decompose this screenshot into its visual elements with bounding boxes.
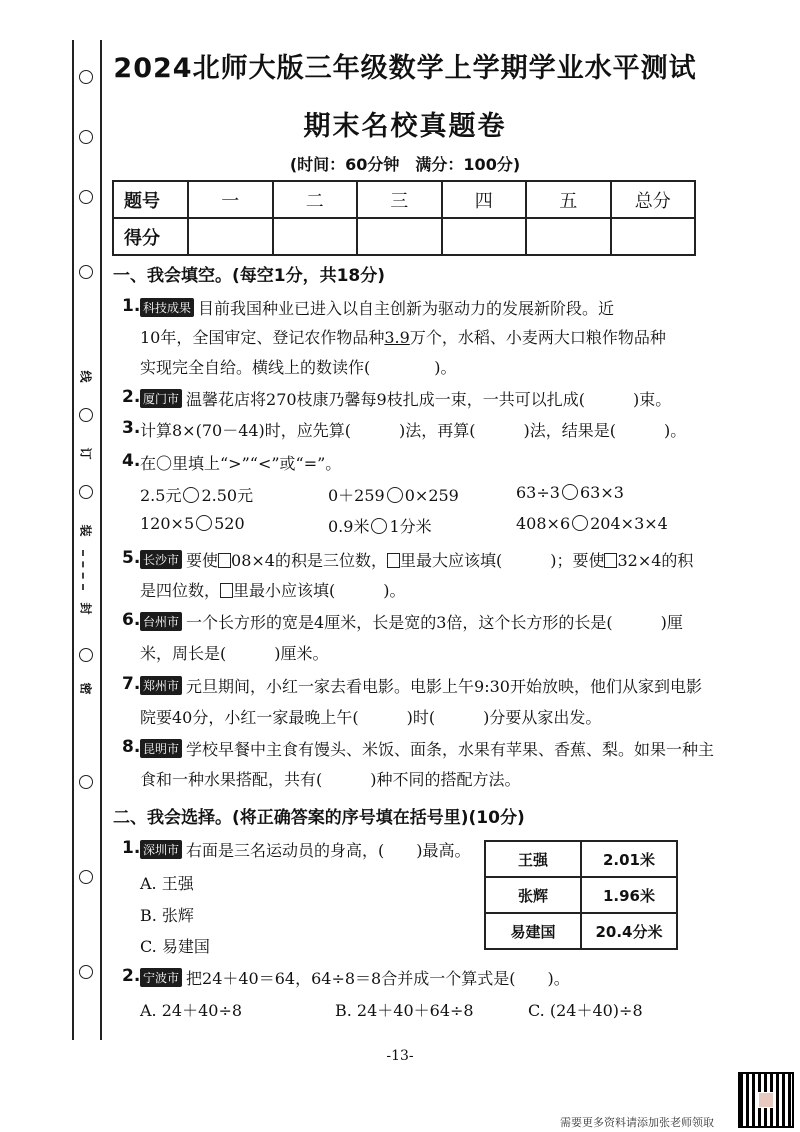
region-tag: 厦门市 <box>140 389 182 408</box>
question-4-line: 在〇里填上“>”“<”或“=”。 <box>140 454 342 473</box>
question-3-line: 计算8×(70－44)时，应先算( )法，再算( )法，结果是( )。 <box>140 421 687 440</box>
underlined-number: 3.9 <box>384 328 410 347</box>
binding-dash <box>82 550 84 590</box>
question-8-line-1 <box>140 737 714 760</box>
score-input-cell[interactable] <box>188 218 273 255</box>
binding-hole <box>79 130 93 144</box>
binding-hole <box>79 408 93 422</box>
question-number: 6. <box>122 610 141 630</box>
compare-circle[interactable] <box>183 487 199 503</box>
blank-box[interactable] <box>387 553 400 568</box>
question-1-line-1 <box>140 296 614 319</box>
table-row <box>485 841 677 877</box>
score-input-cell[interactable] <box>442 218 527 255</box>
question-text: 里最小应该填( )。 <box>233 581 406 600</box>
score-table-score-row <box>113 218 695 255</box>
athlete-name: 易建国 <box>485 913 581 949</box>
binding-hole <box>79 485 93 499</box>
binding-hole <box>79 965 93 979</box>
compare-right: 520 <box>214 514 245 533</box>
score-cell: 二 <box>273 181 358 218</box>
question-text: 是四位数， <box>140 581 221 600</box>
region-tag: 郑州市 <box>140 676 182 695</box>
region-tag: 科技成果 <box>140 298 194 317</box>
compare-left: 408×6 <box>516 514 571 533</box>
exam-time-score: (时间：60分钟 满分：100分) <box>289 155 521 174</box>
compare-right: 0×259 <box>404 486 459 505</box>
avatar-icon <box>758 1092 774 1108</box>
compare-left: 0＋259 <box>328 486 385 505</box>
page-number: -13- <box>386 1048 414 1064</box>
question-number: 1. <box>122 838 141 858</box>
score-cell: 得分 <box>113 218 188 255</box>
question-7-line-1 <box>140 674 702 697</box>
choice-option[interactable]: C. (24＋40)÷8 <box>528 1001 643 1020</box>
choice-question-2 <box>140 966 570 989</box>
binding-hole <box>79 70 93 84</box>
athlete-name: 王强 <box>485 841 581 877</box>
question-text: 温馨花店将270枝康乃馨每9枝扎成一束，一共可以扎成( )束。 <box>186 390 672 409</box>
score-input-cell[interactable] <box>357 218 442 255</box>
compare-circle[interactable] <box>562 484 578 500</box>
binding-hole <box>79 648 93 662</box>
compare-circle[interactable] <box>371 518 387 534</box>
compare-item <box>328 483 459 506</box>
compare-right: 204×3×4 <box>590 514 668 533</box>
score-cell: 五 <box>526 181 611 218</box>
binding-char: 订 <box>78 447 93 460</box>
compare-left: 120×5 <box>140 514 195 533</box>
choice-option[interactable]: A. 24＋40÷8 <box>140 1001 243 1020</box>
compare-left: 0.9米 <box>328 517 370 536</box>
binding-hole <box>79 775 93 789</box>
compare-circle[interactable] <box>572 515 588 531</box>
score-cell: 总分 <box>611 181 696 218</box>
footer-note: 需要更多资料请添加张老师领取 <box>560 1116 714 1129</box>
compare-right: 2.50元 <box>201 486 254 505</box>
question-text: 把24＋40＝64，64÷8＝8合并成一个算式是( )。 <box>186 969 570 988</box>
question-number: 4. <box>122 451 141 471</box>
question-number: 3. <box>122 418 141 438</box>
compare-circle[interactable] <box>196 515 212 531</box>
choice-option[interactable]: B. 张辉 <box>140 906 194 925</box>
blank-box[interactable] <box>220 583 233 598</box>
question-text: 右面是三名运动员的身高，( )最高。 <box>186 841 471 860</box>
exam-subtitle: 期末名校真题卷 <box>303 111 507 142</box>
choice-option[interactable]: A. 王强 <box>140 874 194 893</box>
athlete-height: 1.96米 <box>581 877 677 913</box>
question-6-line-1 <box>140 610 683 633</box>
compare-item <box>140 483 253 506</box>
athlete-height: 2.01米 <box>581 841 677 877</box>
athlete-height: 20.4分米 <box>581 913 677 949</box>
choice-option[interactable]: C. 易建国 <box>140 937 210 956</box>
binding-hole <box>79 190 93 204</box>
question-text: 32×4的积 <box>617 551 694 570</box>
choice-question-1 <box>140 838 471 861</box>
score-input-cell[interactable] <box>526 218 611 255</box>
compare-left: 63÷3 <box>516 483 560 502</box>
section-1-heading: 一、我会填空。(每空1分，共18分) <box>113 266 386 286</box>
table-row <box>485 913 677 949</box>
score-input-cell[interactable] <box>611 218 696 255</box>
question-2-line <box>140 387 671 410</box>
athlete-height-table <box>484 840 678 950</box>
question-8-line-2: 食和一种水果搭配，共有( )种不同的搭配方法。 <box>140 770 521 789</box>
question-text: 08×4的积是三位数， <box>231 551 387 570</box>
score-cell: 题号 <box>113 181 188 218</box>
blank-box[interactable] <box>604 553 617 568</box>
compare-item <box>140 514 245 533</box>
binding-char: 装 <box>78 524 93 537</box>
region-tag: 宁波市 <box>140 968 182 987</box>
blank-box[interactable] <box>218 553 231 568</box>
compare-left: 2.5元 <box>140 486 182 505</box>
exam-title: 2024北师大版三年级数学上学期学业水平测试 <box>113 53 697 84</box>
score-cell: 一 <box>188 181 273 218</box>
question-6-line-2: 米，周长是( )厘米。 <box>140 644 329 663</box>
question-number: 1. <box>122 296 141 316</box>
compare-circle[interactable] <box>387 487 403 503</box>
section-2-heading: 二、我会选择。(将正确答案的序号填在括号里)(10分) <box>113 808 525 828</box>
question-text: 里最大应该填( )；要使 <box>399 551 605 570</box>
choice-option[interactable]: B. 24＋40＋64÷8 <box>335 1001 474 1020</box>
question-text: 元旦期间，小红一家去看电影。电影上午9:30开始放映，他们从家到电影 <box>186 677 702 696</box>
question-number: 5. <box>122 548 141 568</box>
binding-char: 密 <box>78 682 93 695</box>
question-text: 一个长方形的宽是4厘米，长是宽的3倍，这个长方形的长是( )厘 <box>186 613 683 632</box>
question-number: 2. <box>122 966 141 986</box>
question-1-line-2 <box>140 325 666 348</box>
score-cell: 四 <box>442 181 527 218</box>
compare-right: 63×3 <box>579 483 624 502</box>
question-text: 学校早餐中主食有馒头、米饭、面条，水果有苹果、香蕉、梨。如果一种主 <box>186 740 715 759</box>
question-text: 万个，水稻、小麦两大口粮作物品种 <box>409 328 666 347</box>
score-table-header-row <box>113 181 695 218</box>
question-5-line-1 <box>140 548 693 571</box>
binding-char: 线 <box>78 370 93 383</box>
region-tag: 深圳市 <box>140 840 182 859</box>
region-tag: 长沙市 <box>140 550 182 569</box>
compare-item <box>328 514 432 537</box>
score-input-cell[interactable] <box>273 218 358 255</box>
question-5-line-2 <box>140 578 406 601</box>
question-text: 目前我国种业已进入以自主创新为驱动力的发展新阶段。近 <box>198 299 615 318</box>
compare-item <box>516 483 624 502</box>
score-table <box>112 180 696 256</box>
compare-right: 1分米 <box>389 517 432 536</box>
question-number: 7. <box>122 674 141 694</box>
score-cell: 三 <box>357 181 442 218</box>
question-7-line-2: 院要40分，小红一家最晚上午( )时( )分要从家出发。 <box>140 708 602 727</box>
question-text: 10年，全国审定、登记农作物品种 <box>140 328 385 347</box>
question-1-line-3: 实现完全自给。横线上的数读作( )。 <box>140 358 457 377</box>
region-tag: 昆明市 <box>140 739 182 758</box>
compare-item <box>516 514 668 533</box>
table-row <box>485 877 677 913</box>
question-number: 8. <box>122 737 141 757</box>
binding-hole <box>79 870 93 884</box>
binding-char: 封 <box>78 602 93 615</box>
question-text: 要使 <box>186 551 219 570</box>
binding-hole <box>79 265 93 279</box>
region-tag: 台州市 <box>140 612 182 631</box>
binding-margin <box>72 40 102 1040</box>
athlete-name: 张辉 <box>485 877 581 913</box>
question-number: 2. <box>122 387 141 407</box>
